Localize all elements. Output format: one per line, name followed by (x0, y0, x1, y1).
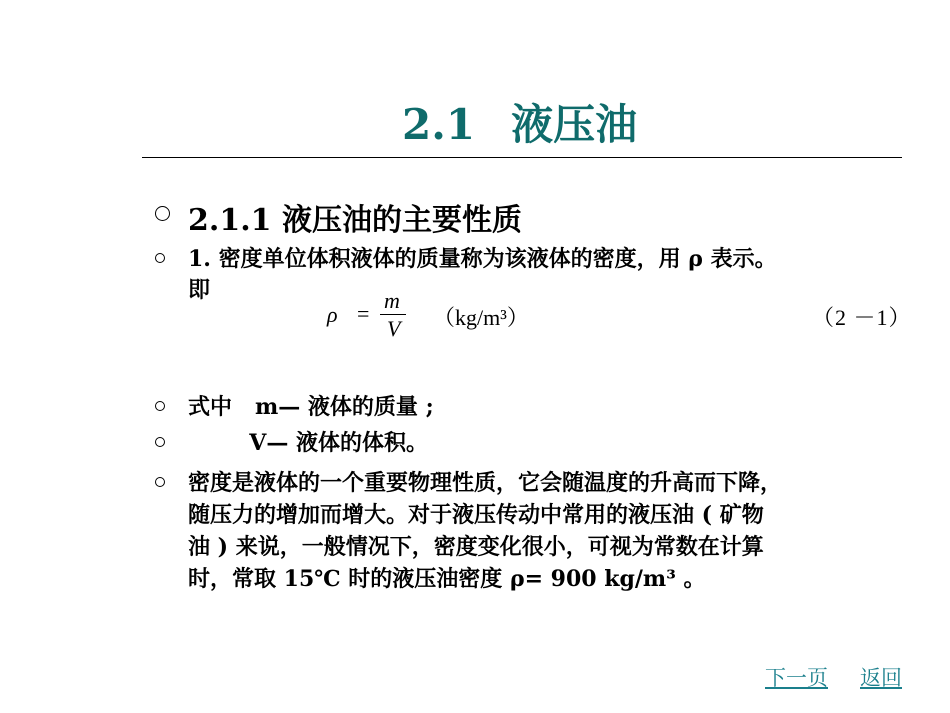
formula-unit: （kg/m³） (433, 305, 529, 330)
title-number: 2.1 (402, 100, 476, 149)
slide-title (402, 92, 637, 152)
density-definition-line2: 即 (188, 277, 211, 303)
section-heading: 2.1.1 液压油的主要性质 (188, 203, 522, 238)
formula-denominator: V (387, 316, 401, 341)
paragraph-line1: 密度是液体的一个重要物理性质，它会随温度的升高而下降， (188, 470, 783, 496)
variable-v-line: V— 液体的体积。 (188, 430, 429, 456)
variable-m-line: 式中 m— 液体的质量 ; (188, 394, 434, 420)
bullet-icon (155, 206, 170, 221)
density-definition-line1: 1. 密度单位体积液体的质量称为该液体的密度，用 ρ 表示。 (188, 246, 777, 272)
density-formula (320, 288, 910, 348)
paragraph-line4: 时，常取 15℃ 时的液压油密度 ρ= 900 kg/m³ 。 (188, 566, 706, 592)
bullet-icon (155, 477, 165, 487)
bullet-icon (155, 437, 165, 447)
title-text: 液压油 (511, 100, 638, 149)
formula-equation-number: （2 －1） (812, 305, 912, 330)
back-link[interactable]: 返回 (860, 666, 902, 690)
title-divider (142, 157, 902, 158)
formula-numerator: m (384, 288, 400, 313)
next-page-link[interactable]: 下一页 (765, 666, 828, 690)
formula-rho: ρ (327, 302, 338, 327)
bullet-icon (155, 401, 165, 411)
formula-fraction-bar (380, 314, 406, 315)
formula-equals: = (357, 301, 370, 326)
paragraph-line2: 随压力的增加而增大。对于液压传动中常用的液压油 ( 矿物 (188, 502, 764, 528)
paragraph-line3: 油 ) 来说，一般情况下，密度变化很小，可视为常数在计算 (188, 534, 764, 560)
bullet-icon (155, 253, 165, 263)
